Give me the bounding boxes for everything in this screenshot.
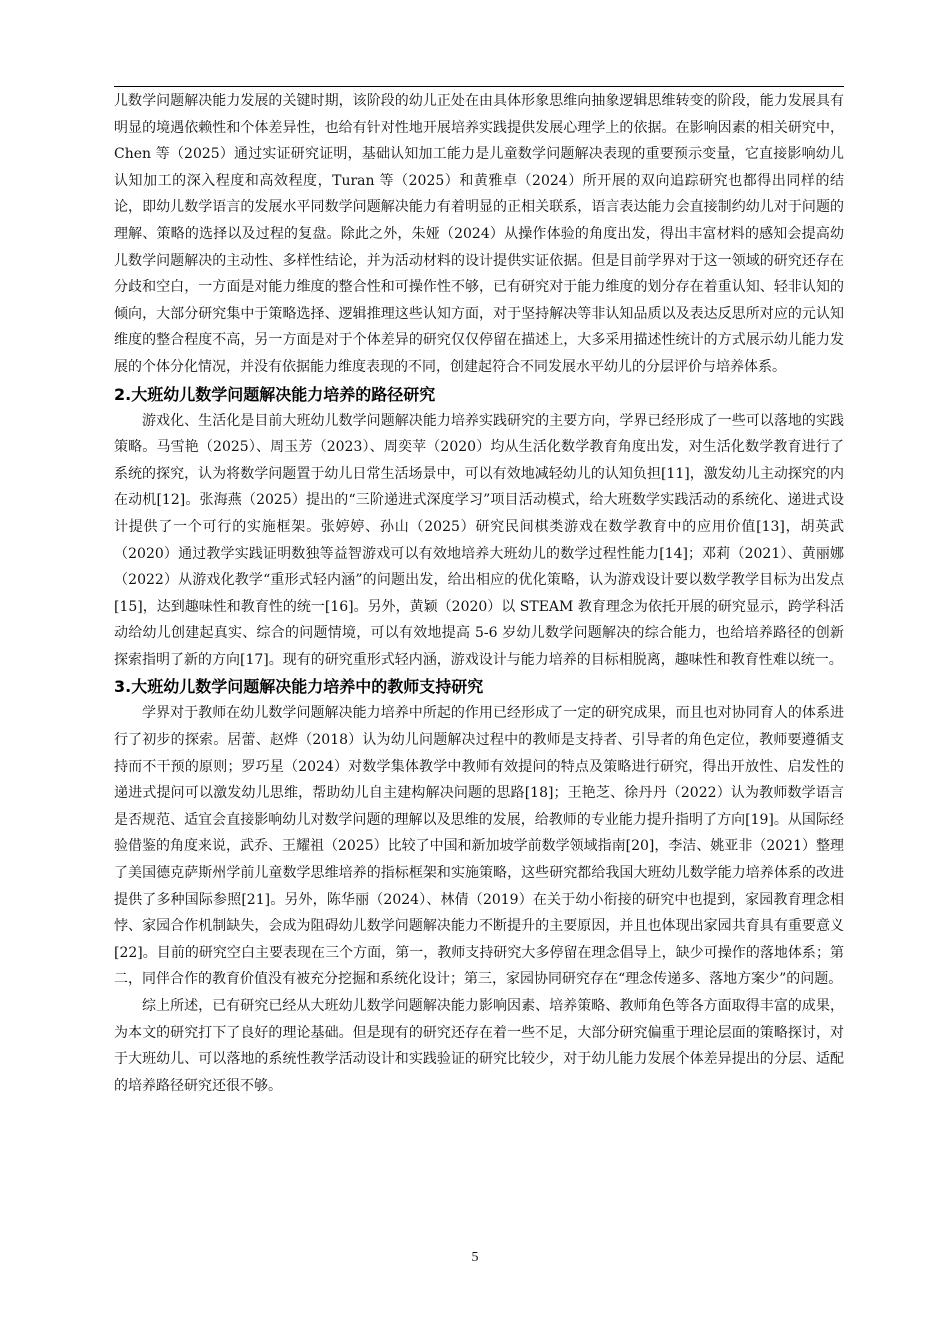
- section3-paragraph: 学界对于教师在幼儿数学问题解决能力培养中所起的作用已经形成了一定的研究成果，而且也对协同育人的体系进行了初步的探索。居蕾、赵烨（2018）认为幼儿问题解决过程中的教师是支持者、引导者的角色定位，教师要遵循支持而不干预的原则；罗巧星（2024）对数学集体教学中教师有效提问的特点及策略进行研究，得出开放性、启发性的递进式提问可以激发幼儿思维，帮助幼儿自主建构解决问题的思路[18]；王艳芝、徐丹丹（2022）认为教师数学语言是否规范、适宜会直接影响幼儿对数学问题的理解以及思维的发展，给教师的专业能力提升指明了方向[19]。从国际经验借鉴的角度来说，武乔、王耀祖（2025）比较了中国和新加坡学前数学领域指南[20]，李洁、姚亚非（2021）整理了美国德克萨斯州学前儿童数学思维培养的指标框架和实施策略，这些研究都给我国大班幼儿数学能力培养体系的改进提供了多种国际参照[21]。另外，陈华丽（2024）、林倩（2019）在关于幼小衔接的研究中也提到，家园教育理念相悖、家园合作机制缺失，会成为阻碍幼儿数学问题解决能力不断提升的主要原因，并且也体现出家园共育具有重要意义[22]。目前的研究空白主要表现在三个方面，第一，教师支持研究大多停留在理念倡导上，缺少可操作的落地体系；第二，同伴合作的教育价值没有被充分挖掘和系统化设计；第三，家园协同研究存在“理念传递多、落地方案少”的问题。: [114, 705, 844, 988]
- summary-paragraph: 综上所述，已有研究已经从大班幼儿数学问题解决能力影响因素、培养策略、教师角色等各方面取得丰富的成果，为本文的研究打下了良好的理论基础。但是现有的研究还存在着一些不足，大部分研究偏重于理论层面的策略探讨，对于大班幼儿、可以落地的系统性教学活动设计和实践验证的研究比较少，对于幼儿能力发展个体差异提出的分层、适配的培养路径研究还很不够。: [114, 998, 844, 1094]
- intro-paragraph: 儿数学问题解决能力发展的关键时期，该阶段的幼儿正处在由具体形象思维向抽象逻辑思维转变的阶段，能力发展具有明显的境遇依赖性和个体差异性，也给有针对性地开展培养实践提供发展心理学上的依据。在影响因素的相关研究中，Chen 等（2025）通过实证研究证明，基础认知加工能力是儿童数学问题解决表现的重要预示变量，它直接影响幼儿认知加工的深入程度和高效程度，Turan 等（2025）和黄雅卓（2024）所开展的双向追踪研究也都得出同样的结论，即幼儿数学语言的发展水平同数学问题解决能力有着明显的正相关联系，语言表达能力会直接制约幼儿对于问题的理解、策略的选择以及过程的复盘。除此之外，朱娅（2024）从操作体验的角度出发，得出丰富材料的感知会提高幼儿数学问题解决的主动性、多样性结论，并为活动材料的设计提供实证依据。但是目前学界对于这一领域的研究还存在分歧和空白，一方面是对能力维度的整合性和可操作性不够，已有研究对于能力维度的划分存在着重认知、轻非认知的倾向，大部分研究集中于策略选择、逻辑推理这些认知方面，对于坚持解决等非认知品质以及表达反思所对应的元认知维度的整合程度不高，另一方面是对于个体差异的研究仅仅停留在描述上，大多采用描述性统计的方式展示幼儿能力发展的个体分化情况，并没有依据能力维度表现的不同，创建起符合不同发展水平幼儿的分层评价与培养体系。: [114, 93, 844, 375]
- page-number: 5: [471, 1250, 479, 1265]
- section2-heading: 2.大班幼儿数学问题解决能力培养的路径研究: [114, 384, 436, 404]
- document-body: [114, 88, 844, 1099]
- header-rule: [114, 86, 844, 87]
- section3-heading: 3.大班幼儿数学问题解决能力培养中的教师支持研究: [114, 677, 484, 697]
- section2-paragraph: 游戏化、生活化是目前大班幼儿数学问题解决能力培养实践研究的主要方向，学界已经形成了一些可以落地的实践策略。马雪艳（2025）、周玉芳（2023）、周奕苹（2020）均从生活化数学教育角度出发，对生活化数学教育进行了系统的探究，认为将数学问题置于幼儿日常生活场景中，可以有效地减轻幼儿的认知负担[11]，激发幼儿主动探究的内在动机[12]。张海燕（2025）提出的“三阶递进式深度学习”项目活动模式，给大班数学实践活动的系统化、递进式设计提供了一个可行的实施框架。张婷婷、孙山（2025）研究民间棋类游戏在数学教育中的应用价值[13]，胡英武（2020）通过教学实践证明数独等益智游戏可以有效地培养大班幼儿的数学过程性能力[14]；邓莉（2021）、黄丽娜（2022）从游戏化教学“重形式轻内涵”的问题出发，给出相应的优化策略，认为游戏设计要以数学教学目标为出发点[15]，达到趣味性和教育性的统一[16]。另外，黄颖（2020）以 STEAM 教育理念为依托开展的研究显示，跨学科活动给幼儿创建起真实、综合的问题情境，可以有效地提高 5-6 岁幼儿数学问题解决的综合能力，也给培养路径的创新探索指明了新的方向[17]。现有的研究重形式轻内涵，游戏设计与能力培养的目标相脱离，趣味性和教育性难以统一。: [114, 412, 844, 668]
